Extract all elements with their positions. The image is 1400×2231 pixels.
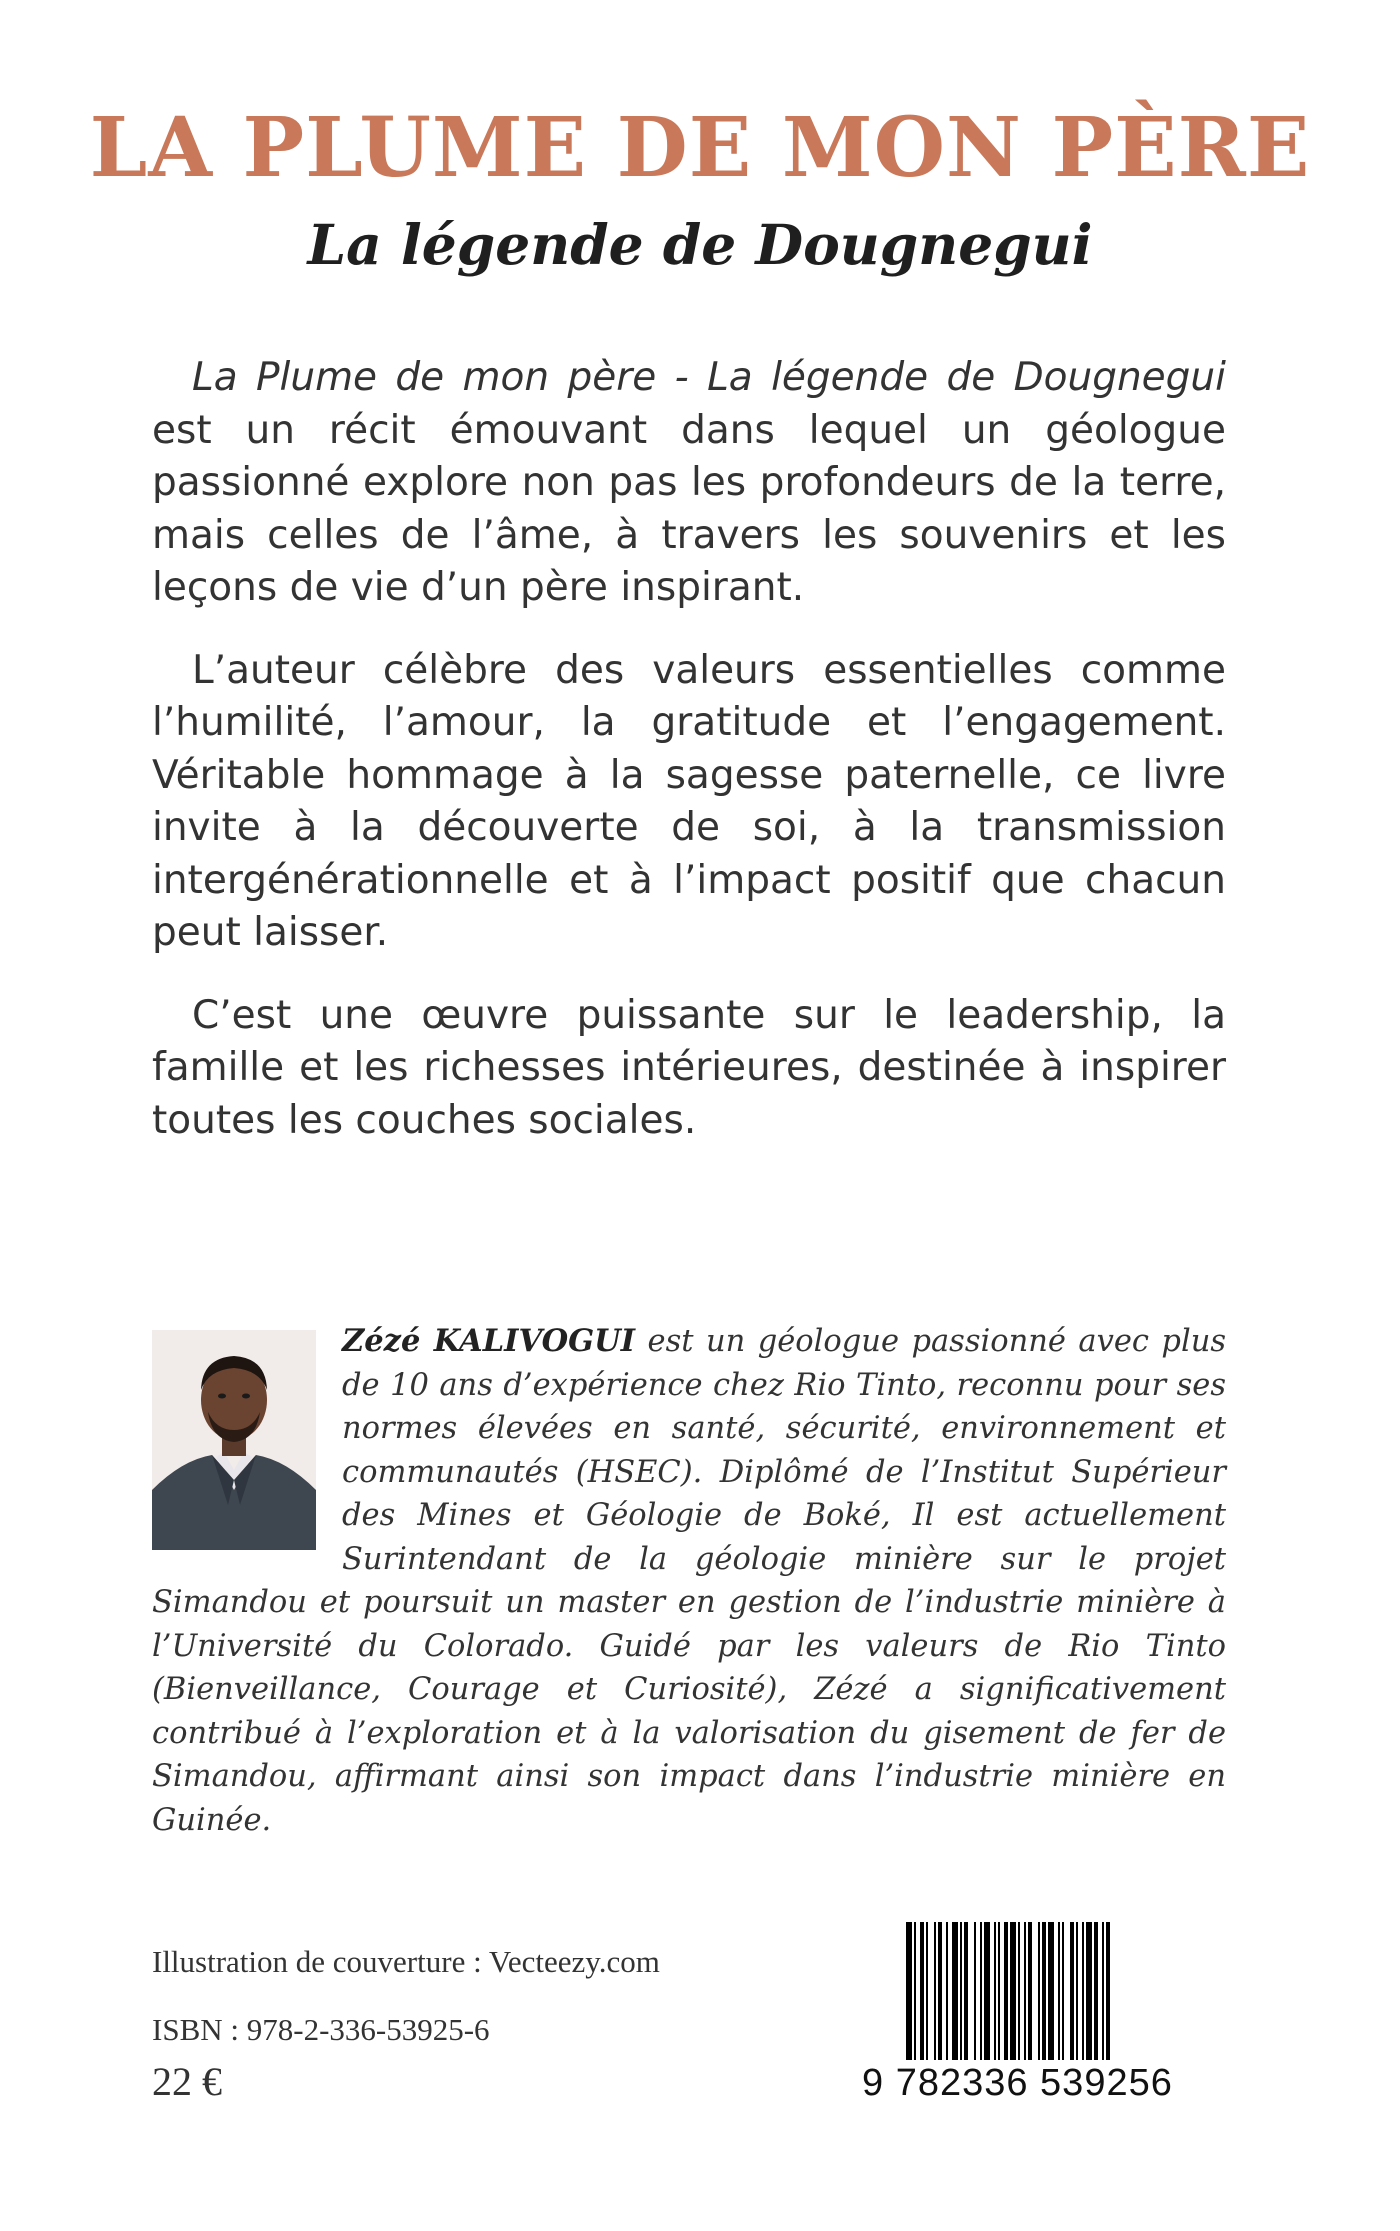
author-bio	[152, 1320, 1226, 1842]
barcode-bar	[1058, 1922, 1060, 2060]
barcode-bar	[920, 1922, 924, 2060]
barcode-bar	[1086, 1922, 1092, 2060]
barcode-bar	[1010, 1922, 1016, 2060]
author-name: Zézé KALIVOGUI	[342, 1323, 636, 1359]
author-photo	[152, 1330, 316, 1550]
barcode-bar	[934, 1922, 936, 2060]
blurb	[152, 352, 1226, 1177]
barcode-bar	[1106, 1922, 1110, 2060]
barcode-bar	[980, 1922, 982, 2060]
barcode-bar	[1018, 1922, 1020, 2060]
barcode-bar	[1062, 1922, 1064, 2060]
blurb-paragraph-2: L’auteur célèbre des valeurs essentielles comme l’humilité, l’amour, la gratitude et l’engagement. Véritable hommage à la sagesse paternelle, ce livre invite à la découverte de soi, à la transmission intergénérationnelle et à l’impact positif que chacun peut laisser.	[152, 647, 1226, 955]
barcode-bar	[914, 1922, 916, 2060]
barcode-bar	[994, 1922, 996, 2060]
barcode-bar	[1042, 1922, 1046, 2060]
barcode-bar	[938, 1922, 942, 2060]
author-bio-text: est un géologue passionné avec plus de 10 ans d’expérience chez Rio Tinto, reconnu pour ses normes élevées en santé, sécurité, environnement et communautés (HSEC). Diplômé de l’Institut Supérieur des Mines et Géologie de Boké, Il est actuellement Surintendant de la géologie minière sur le projet Simandou et poursuit un master en gestion de l’industrie minière à l’Université du Colorado. Guidé par les valeurs de Rio Tinto (Bienveillance, Courage et Curiosité), Zézé a significativement contribué à l’exploration et à la valorisation du gisement de fer de Simandou, affirmant ainsi son impact dans l’industrie minière en Guinée.	[152, 1324, 1226, 1838]
barcode-bar	[998, 1922, 1000, 2060]
barcode-bar	[1004, 1922, 1008, 2060]
barcode-bar	[1024, 1922, 1026, 2060]
barcode-bar	[952, 1922, 958, 2060]
barcode-bar	[1102, 1922, 1104, 2060]
barcode-digits: 9 782336 539256	[862, 2062, 1173, 2104]
blurb-text-1: est un récit émouvant dans lequel un géologue passionné explore non pas les profondeurs de la terre, mais celles de l’âme, à travers les souvenirs et les leçons de vie d’un père inspirant.	[152, 407, 1226, 610]
book-title: LA PLUME DE MON PÈRE	[89, 100, 1311, 196]
barcode-bar	[926, 1922, 928, 2060]
book-subtitle: La légende de Dougnegui	[307, 212, 1093, 277]
blurb-paragraph-3: C’est une œuvre puissante sur le leadership, la famille et les richesses intérieures, destinée à inspirer toutes les couches sociales.	[152, 992, 1226, 1143]
blurb-paragraph-1	[152, 352, 1226, 615]
barcode-bar	[1048, 1922, 1054, 2060]
barcode-bar	[1076, 1922, 1078, 2060]
cover-illustration-credit: Illustration de couverture : Vecteezy.com	[152, 1944, 660, 1979]
barcode-bar	[964, 1922, 968, 2060]
barcode-bar	[1038, 1922, 1040, 2060]
barcode-bar	[1094, 1922, 1098, 2060]
barcode-bar	[1028, 1922, 1032, 2060]
barcode-bar	[906, 1922, 912, 2060]
barcode-bar	[960, 1922, 962, 2060]
isbn: ISBN : 978-2-336-53925-6	[152, 2012, 490, 2047]
barcode-bar	[1082, 1922, 1084, 2060]
barcode-bar	[984, 1922, 990, 2060]
blurb-book-title: La Plume de mon père - La légende de Dougnegui	[192, 355, 1226, 400]
price: 22 €	[152, 2059, 222, 2104]
barcode-bar	[1070, 1922, 1074, 2060]
barcode-bar	[974, 1922, 976, 2060]
barcode-bar	[946, 1922, 948, 2060]
